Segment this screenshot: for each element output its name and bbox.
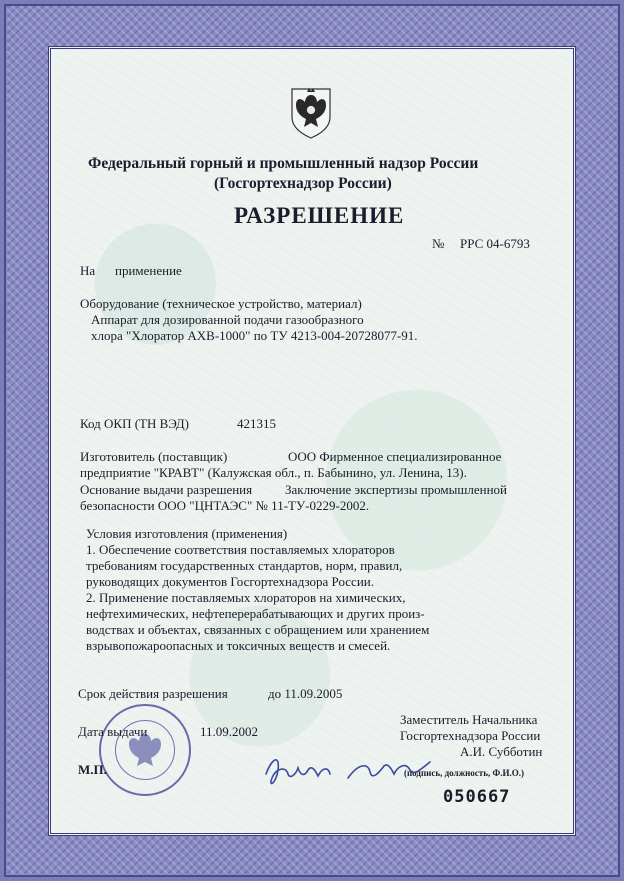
purpose-label: На — [80, 263, 96, 278]
validity-value: до 11.09.2005 — [268, 686, 343, 701]
equipment-label: Оборудование (техническое устройство, материал) — [80, 296, 362, 311]
form-serial-number: 050667 — [443, 787, 511, 807]
issue-date-label: Дата выдачи — [78, 724, 148, 739]
signer-title-1: Заместитель Начальника — [400, 712, 538, 727]
condition-line: руководящих документов Госгортехнадзора России. — [86, 574, 374, 589]
coat-of-arms-emblem — [288, 83, 334, 139]
purpose-value: применение — [115, 263, 182, 278]
document-title: РАЗРЕШЕНИЕ — [234, 203, 405, 228]
condition-line: водствах и объектах, связанных с обращением или хранением — [86, 622, 430, 637]
conditions-label: Условия изготовления (применения) — [86, 526, 288, 541]
manufacturer-label: Изготовитель (поставщик) — [80, 449, 228, 464]
signer-title-2: Госгортехнадзора России — [400, 728, 541, 743]
condition-line: 2. Применение поставляемых хлораторов на химических, — [86, 590, 406, 605]
condition-line: взрывопожароопасных и токсичных веществ и смесей. — [86, 638, 391, 653]
manufacturer-address: предприятие "КРАВТ" (Калужская обл., п. Бабынино, ул. Ленина, 13). — [80, 465, 467, 480]
signer-name: А.И. Субботин — [460, 744, 543, 759]
permit-number: РРС 04-6793 — [460, 236, 530, 251]
basis-label: Основание выдачи разрешения — [80, 482, 253, 497]
number-label: № — [432, 236, 445, 251]
authority-short-name: (Госгортехнадзор России) — [214, 175, 392, 192]
seal-place-label: М.П. — [78, 762, 107, 777]
okp-value: 421315 — [237, 416, 276, 431]
equipment-line-2: хлора "Хлоратор АХВ-1000" по ТУ 4213-004-20728077-91. — [91, 328, 418, 343]
signature-caption: (подпись, должность, Ф.И.О.) — [404, 768, 524, 778]
basis-value: Заключение экспертизы промышленной — [285, 482, 508, 497]
manufacturer-value: ООО Фирменное специализированное — [288, 449, 502, 464]
condition-line: нефтехимических, нефтеперерабатывающих и других произ- — [86, 606, 425, 621]
condition-line: 1. Обеспечение соответствия поставляемых хлораторов — [86, 542, 395, 557]
basis-line-2: безопасности ООО "ЦНТАЭС" № 11-ТУ-0229-2002. — [80, 498, 370, 513]
equipment-line-1: Аппарат для дозированной подачи газообразного — [91, 312, 364, 327]
validity-label: Срок действия разрешения — [78, 686, 228, 701]
issue-date-value: 11.09.2002 — [200, 724, 259, 739]
official-round-seal — [99, 704, 191, 796]
okp-label: Код ОКП (ТН ВЭД) — [80, 416, 189, 431]
handwritten-signature — [258, 744, 438, 794]
authority-name: Федеральный горный и промышленный надзор России — [88, 155, 479, 172]
condition-line: требованиям государственных стандартов, норм, правил, — [86, 558, 403, 573]
